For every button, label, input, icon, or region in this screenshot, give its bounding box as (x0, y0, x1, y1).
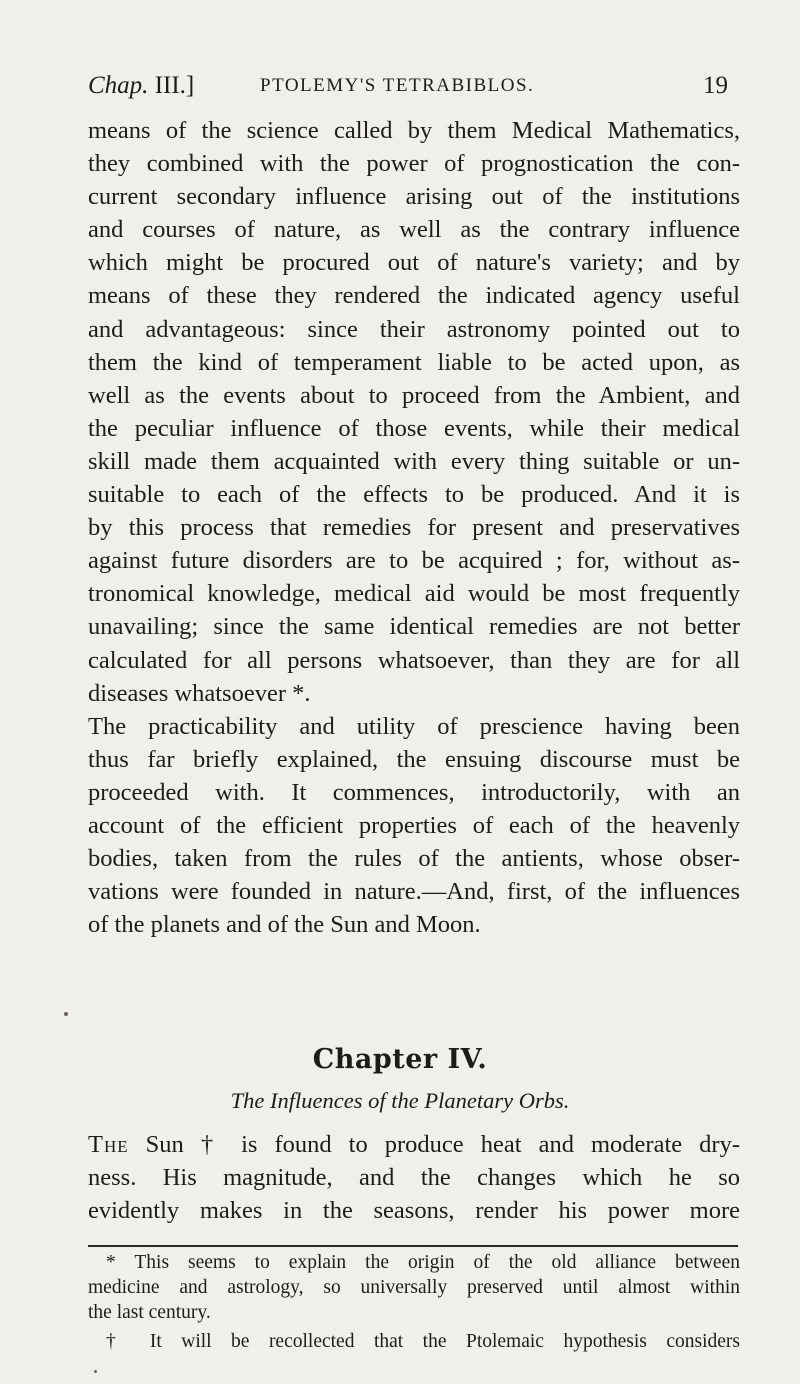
text-line: by this process that remedies for present and preservatives (88, 514, 740, 542)
paper-speck (94, 1370, 97, 1373)
footnote-line: * This seems to explain the origin of the old alliance between (106, 1252, 740, 1273)
text-line: means of these they rendered the indicated agency useful (88, 282, 740, 310)
chapter-number: III.] (154, 72, 195, 99)
footnote-rule (88, 1245, 738, 1247)
text-line: of the planets and of the Sun and Moon. (88, 911, 481, 939)
running-title: PTOLEMY'S TETRABIBLOS. (260, 75, 535, 96)
text-line: them the kind of temperament liable to be acted upon, as (88, 348, 740, 376)
running-header (88, 72, 740, 108)
chapter-subtitle: The Influences of the Planetary Orbs. (230, 1088, 570, 1113)
paragraph-start-line: The practicability and utility of prescience having been (88, 712, 740, 740)
text-line: evidently makes in the seasons, render his power more (88, 1197, 740, 1225)
text-line: current secondary influence arising out of the institutions (88, 183, 740, 211)
text-line: calculated for all persons whatsoever, than they are for all (88, 646, 740, 674)
footnote-line: medicine and astrology, so universally preserved until almost within (88, 1277, 740, 1298)
chapter-label-text: Chap. (88, 72, 149, 99)
text-line: thus far briefly explained, the ensuing discourse must be (88, 745, 740, 773)
page-number: 19 (703, 72, 728, 99)
text-line: proceeded with. It commences, introductorily, with an (88, 778, 740, 806)
chapter-label (88, 72, 194, 100)
footnotes (88, 1250, 740, 1354)
text-line: bodies, taken from the rules of the antients, whose obser- (88, 845, 740, 873)
paper-speck (64, 1012, 68, 1016)
text-line: suitable to each of the effects to be produced. And it is (88, 481, 740, 509)
first-word: The (88, 1131, 129, 1158)
text-line: unavailing; since the same identical remedies are not better (88, 613, 740, 641)
main-text (88, 114, 740, 941)
text-line: account of the efficient properties of each of the heavenly (88, 811, 740, 839)
text-line: means of the science called by them Medical Mathematics, (88, 117, 740, 144)
text-line: diseases whatsoever *. (88, 679, 311, 707)
text-line: and advantageous: since their astronomy pointed out to (88, 315, 740, 343)
footnote-line: † It will be recollected that the Ptolemaic hypothesis considers (106, 1331, 740, 1352)
chapter-text (88, 1128, 740, 1227)
text-line: which might be procured out of nature's variety; and by (88, 249, 740, 277)
text-line: against future disorders are to be acquired ; for, without as- (88, 547, 740, 575)
text-line: ness. His magnitude, and the changes which he so (88, 1164, 740, 1192)
text-line: tronomical knowledge, medical aid would be most frequently (88, 580, 740, 608)
text-line: and courses of nature, as well as the contrary influence (88, 216, 740, 244)
text-line: skill made them acquainted with every thing suitable or un- (88, 447, 740, 475)
text-line: they combined with the power of prognostication the con- (88, 150, 740, 178)
text-line: well as the events about to proceed from the Ambient, and (88, 381, 740, 409)
text-line: vations were founded in nature.—And, first, of the influences (88, 878, 740, 906)
text-line: the peculiar influence of those events, while their medical (88, 414, 740, 442)
first-line-rest: Sun † is found to produce heat and moderate dry- (128, 1131, 740, 1158)
footnote-line: the last century. (88, 1302, 211, 1323)
text-line (88, 1128, 740, 1161)
chapter-heading: Chapter IV. (312, 1044, 488, 1075)
